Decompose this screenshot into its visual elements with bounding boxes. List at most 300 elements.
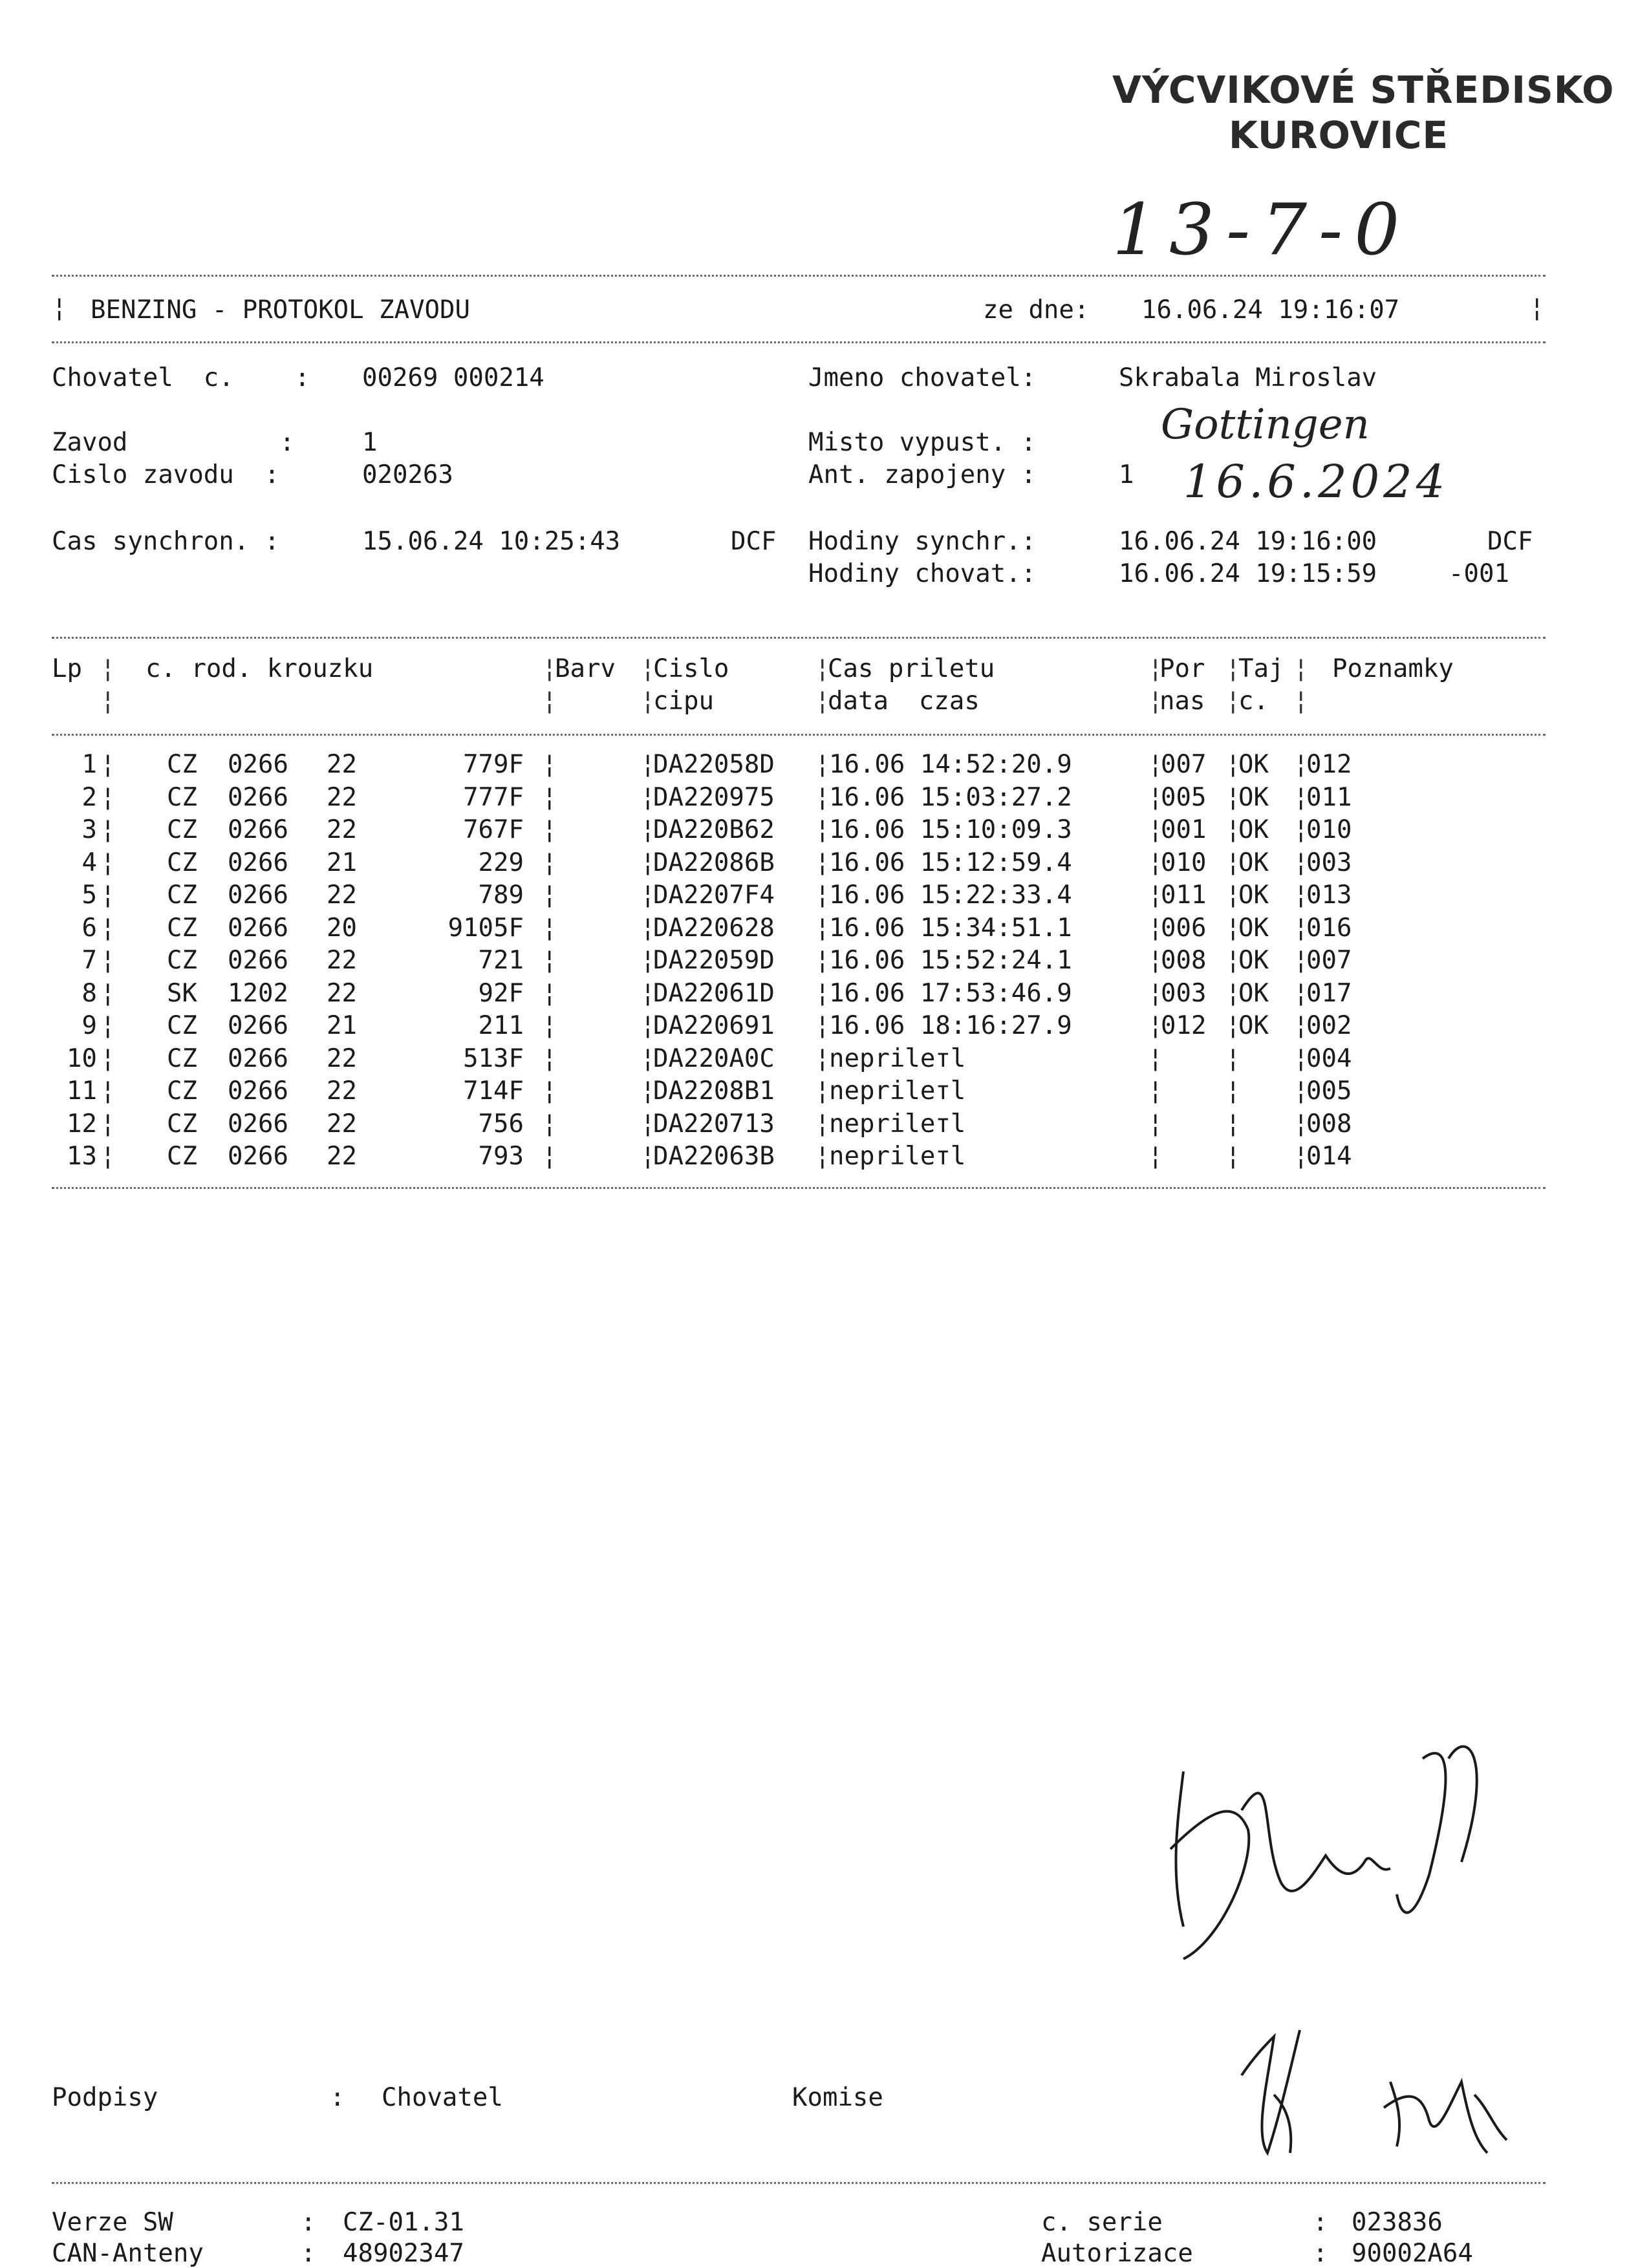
column-separator: ¦ [1225, 978, 1241, 1008]
column-separator: ¦ [1293, 881, 1309, 910]
cell-ring: 92F [478, 978, 524, 1008]
hod-synchr-value: 16.06.24 19:16:00 [1119, 527, 1377, 556]
header-column-separator: ¦ [100, 654, 116, 683]
column-separator: ¦ [1293, 913, 1309, 943]
column-separator: ¦ [542, 815, 557, 844]
cell-ring: 756 [478, 1109, 524, 1139]
cell-time: 16.06 15:34:51.1 [829, 913, 1072, 943]
col-header-time-1: Cas priletu [828, 654, 995, 683]
table-row [0, 752, 1649, 784]
column-separator: ¦ [1148, 913, 1163, 943]
table-row [0, 1111, 1649, 1144]
cell-pozn: 017 [1306, 978, 1352, 1008]
column-separator: ¦ [100, 1076, 116, 1106]
column-separator: ¦ [1293, 978, 1309, 1008]
cell-ring: 721 [478, 946, 524, 975]
hod-chovat-label: Hodiny chovat.: [808, 559, 1037, 588]
column-separator: ¦ [640, 1011, 656, 1040]
column-separator: ¦ [1293, 848, 1309, 877]
cell-country: CZ [167, 946, 197, 975]
column-separator: ¦ [1225, 782, 1241, 812]
column-separator: ¦ [100, 978, 116, 1008]
column-separator: ¦ [100, 1043, 116, 1073]
cell-ring: 9105F [447, 913, 524, 943]
col-header-por-1: Por [1159, 654, 1205, 683]
cell-chip: DA220975 [653, 782, 775, 812]
table-row [0, 1144, 1649, 1176]
header-column-separator: ¦ [1293, 687, 1309, 716]
column-separator: ¦ [542, 881, 557, 910]
cell-pozn: 005 [1306, 1076, 1352, 1106]
column-separator: ¦ [1148, 978, 1163, 1008]
cell-lp: 3 [81, 815, 97, 844]
cell-time: 16.06 15:10:09.3 [829, 815, 1072, 844]
hod-synchr-source: DCF [1487, 527, 1533, 556]
cell-ring: 789 [478, 881, 524, 910]
cell-chip: DA22058D [653, 750, 775, 779]
cell-lp: 9 [81, 1011, 97, 1040]
cell-time: 16.06 14:52:20.9 [829, 750, 1072, 779]
cell-year: 22 [327, 750, 357, 779]
cell-club: 0266 [228, 881, 288, 910]
column-separator: ¦ [542, 946, 557, 975]
signature-chovatel-label: Chovatel [382, 2083, 503, 2112]
column-separator: ¦ [815, 946, 830, 975]
serie-colon: : [1313, 2208, 1328, 2237]
cell-time: 16.06 17:53:46.9 [829, 978, 1072, 1008]
header-column-separator: ¦ [815, 654, 830, 683]
cell-taj: OK [1238, 848, 1269, 877]
column-separator: ¦ [1225, 848, 1241, 877]
cell-taj: OK [1238, 750, 1269, 779]
column-separator: ¦ [100, 881, 116, 910]
cell-club: 0266 [228, 782, 288, 812]
cell-year: 22 [327, 978, 357, 1008]
column-separator: ¦ [640, 1076, 656, 1106]
cell-lp: 11 [67, 1076, 97, 1106]
cell-taj: OK [1238, 978, 1269, 1008]
col-header-chip-2: cipu [653, 687, 714, 716]
column-separator: ¦ [640, 848, 656, 877]
can-colon: : [301, 2239, 316, 2268]
stamp-line-1: VÝCVIKOVÉ STŘEDISKO [1112, 68, 1615, 112]
verze-label: Verze SW [52, 2208, 173, 2237]
cell-ring: 779F [463, 750, 524, 779]
column-separator: ¦ [542, 1142, 557, 1171]
misto-value: Gottingen [1161, 401, 1370, 449]
column-separator: ¦ [640, 815, 656, 844]
col-header-por-2: nas [1159, 687, 1205, 716]
cell-club: 1202 [228, 978, 288, 1008]
cell-chip: DA22059D [653, 946, 775, 975]
cell-pozn: 014 [1306, 1142, 1352, 1171]
cell-year: 22 [327, 1109, 357, 1139]
cell-lp: 2 [81, 782, 97, 812]
date-value: 16.06.24 19:16:07 [1141, 295, 1400, 325]
column-separator: ¦ [640, 913, 656, 943]
cell-por: 010 [1161, 848, 1207, 877]
column-separator: ¦ [640, 1109, 656, 1139]
cell-club: 0266 [228, 913, 288, 943]
table-row [0, 1013, 1649, 1045]
column-separator: ¦ [640, 1142, 656, 1171]
cell-taj: OK [1238, 782, 1269, 812]
header-column-separator: ¦ [1225, 687, 1241, 716]
cas-source: DCF [731, 527, 777, 556]
hod-chovat-value: 16.06.24 19:15:59 [1119, 559, 1377, 588]
cell-lp: 4 [81, 848, 97, 877]
cell-chip: DA22061D [653, 978, 775, 1008]
cell-club: 0266 [228, 1043, 288, 1073]
cell-por: 012 [1161, 1011, 1207, 1040]
column-separator: ¦ [1148, 1109, 1163, 1139]
cell-pozn: 003 [1306, 848, 1352, 877]
cell-chip: DA22086B [653, 848, 775, 877]
cell-country: CZ [167, 1011, 197, 1040]
commission-signature-scrawl-1 [1229, 2017, 1319, 2166]
signatures-colon: : [330, 2083, 345, 2112]
cell-year: 22 [327, 782, 357, 812]
column-separator: ¦ [815, 913, 830, 943]
column-separator: ¦ [542, 1076, 557, 1106]
column-separator: ¦ [542, 1109, 557, 1139]
column-separator: ¦ [1293, 782, 1309, 812]
column-separator: ¦ [1148, 946, 1163, 975]
cislo-label: Cislo zavodu : [52, 460, 280, 489]
table-header-rule [52, 734, 1546, 736]
header-column-separator: ¦ [1293, 654, 1309, 683]
autor-label: Autorizace [1041, 2239, 1193, 2268]
column-separator: ¦ [1225, 881, 1241, 910]
jmeno-label: Jmeno chovatel: [808, 363, 1037, 392]
column-separator: ¦ [1148, 881, 1163, 910]
footer-rule [52, 2182, 1546, 2184]
column-separator: ¦ [1225, 750, 1241, 779]
column-separator: ¦ [542, 978, 557, 1008]
cell-lp: 8 [81, 978, 97, 1008]
cell-country: CZ [167, 1109, 197, 1139]
cell-ring: 777F [463, 782, 524, 812]
header-top-rule [52, 275, 1546, 277]
table-row [0, 883, 1649, 915]
cell-ring: 714F [463, 1076, 524, 1106]
ant-value: 1 [1119, 460, 1134, 489]
column-separator: ¦ [1293, 750, 1309, 779]
column-separator: ¦ [815, 848, 830, 877]
cell-club: 0266 [228, 1076, 288, 1106]
table-row [0, 915, 1649, 948]
column-separator: ¦ [815, 1142, 830, 1171]
cell-country: CZ [167, 750, 197, 779]
cell-pozn: 004 [1306, 1043, 1352, 1073]
column-separator: ¦ [1148, 1011, 1163, 1040]
header-left-bar: ¦ [52, 294, 67, 323]
table-row [0, 1043, 1649, 1078]
cell-time: 16.06 15:22:33.4 [829, 881, 1072, 910]
header-column-separator: ¦ [640, 687, 656, 716]
column-separator: ¦ [542, 1011, 557, 1040]
cell-time: neprilетl [829, 1043, 966, 1073]
cell-por: 011 [1161, 881, 1207, 910]
header-column-separator: ¦ [1148, 654, 1163, 683]
handwritten-code: 13-7-0 [1112, 188, 1412, 271]
verze-value: CZ-01.31 [343, 2208, 464, 2237]
column-separator: ¦ [640, 750, 656, 779]
cell-chip: DA2207F4 [653, 881, 775, 910]
column-separator: ¦ [100, 946, 116, 975]
date-label: ze dne: [983, 295, 1090, 325]
cell-por: 001 [1161, 815, 1207, 844]
table-row [0, 782, 1649, 817]
column-separator: ¦ [1225, 913, 1241, 943]
table-row [0, 978, 1649, 1013]
cell-chip: DA22063B [653, 1142, 775, 1171]
cell-year: 22 [327, 815, 357, 844]
header-bottom-rule [52, 341, 1546, 343]
header-column-separator: ¦ [640, 654, 656, 683]
cell-lp: 10 [67, 1043, 97, 1073]
column-separator: ¦ [640, 978, 656, 1008]
cell-lp: 5 [81, 881, 97, 910]
col-header-pozn: Poznamky [1332, 654, 1454, 683]
jmeno-value: Skrabala Miroslav [1119, 363, 1377, 392]
header-column-separator: ¦ [542, 654, 557, 683]
ant-label: Ant. zapojeny : [808, 460, 1037, 489]
cas-value: 15.06.24 10:25:43 [362, 527, 621, 556]
cell-club: 0266 [228, 750, 288, 779]
col-header-ring: c. rod. krouzku [146, 654, 374, 683]
column-separator: ¦ [1148, 1076, 1163, 1106]
column-separator: ¦ [640, 1043, 656, 1073]
cell-country: CZ [167, 848, 197, 877]
cell-year: 22 [327, 881, 357, 910]
header-right-bar: ¦ [1529, 294, 1545, 323]
cell-time: 16.06 18:16:27.9 [829, 1011, 1072, 1040]
column-separator: ¦ [100, 1142, 116, 1171]
misto-label: Misto vypust. : [808, 428, 1037, 457]
cell-time: neprilетl [829, 1076, 966, 1106]
column-separator: ¦ [640, 946, 656, 975]
cell-year: 22 [327, 946, 357, 975]
cell-chip: DA2208B1 [653, 1076, 775, 1106]
col-header-lp: Lp [52, 654, 82, 683]
cell-country: CZ [167, 1142, 197, 1171]
cell-por: 008 [1161, 946, 1207, 975]
cell-year: 22 [327, 1142, 357, 1171]
signature-komise-label: Komise [792, 2083, 883, 2112]
cell-country: SK [167, 978, 197, 1008]
cell-chip: DA220B62 [653, 815, 775, 844]
header-column-separator: ¦ [815, 687, 830, 716]
col-header-time-2: data czas [828, 687, 980, 716]
cell-pozn: 012 [1306, 750, 1352, 779]
cell-year: 21 [327, 1011, 357, 1040]
column-separator: ¦ [1293, 946, 1309, 975]
header-column-separator: ¦ [542, 687, 557, 716]
cell-taj: OK [1238, 881, 1269, 910]
column-separator: ¦ [640, 782, 656, 812]
col-header-barv: Barv [555, 654, 616, 683]
column-separator: ¦ [815, 750, 830, 779]
cell-lp: 6 [81, 913, 97, 943]
cell-ring: 793 [478, 1142, 524, 1171]
cell-pozn: 010 [1306, 815, 1352, 844]
cell-pozn: 016 [1306, 913, 1352, 943]
stamp [1112, 68, 1615, 157]
column-separator: ¦ [100, 1109, 116, 1139]
autor-colon: : [1313, 2239, 1328, 2268]
column-separator: ¦ [542, 848, 557, 877]
column-separator: ¦ [100, 782, 116, 812]
cell-taj: OK [1238, 1011, 1269, 1040]
column-separator: ¦ [1225, 1076, 1241, 1106]
column-separator: ¦ [1225, 946, 1241, 975]
column-separator: ¦ [815, 1043, 830, 1073]
header-column-separator: ¦ [1148, 687, 1163, 716]
cell-pozn: 002 [1306, 1011, 1352, 1040]
column-separator: ¦ [815, 815, 830, 844]
zavod-value: 1 [362, 428, 378, 457]
cell-taj: OK [1238, 815, 1269, 844]
cell-lp: 13 [67, 1142, 97, 1171]
cell-pozn: 007 [1306, 946, 1352, 975]
column-separator: ¦ [1148, 848, 1163, 877]
cell-time: 16.06 15:52:24.1 [829, 946, 1072, 975]
cell-club: 0266 [228, 1142, 288, 1171]
can-label: CAN-Anteny [52, 2239, 204, 2268]
can-value: 48902347 [343, 2239, 464, 2268]
column-separator: ¦ [1293, 1011, 1309, 1040]
serie-value: 023836 [1352, 2208, 1443, 2237]
column-separator: ¦ [1148, 1142, 1163, 1171]
column-separator: ¦ [542, 913, 557, 943]
column-separator: ¦ [1225, 1043, 1241, 1073]
column-separator: ¦ [1293, 1109, 1309, 1139]
column-separator: ¦ [1148, 782, 1163, 812]
column-separator: ¦ [815, 881, 830, 910]
cell-ring: 513F [463, 1043, 524, 1073]
column-separator: ¦ [1225, 815, 1241, 844]
column-separator: ¦ [1225, 1142, 1241, 1171]
column-separator: ¦ [542, 1043, 557, 1073]
column-separator: ¦ [1293, 815, 1309, 844]
cell-country: CZ [167, 782, 197, 812]
cell-chip: DA220A0C [653, 1043, 775, 1073]
cell-club: 0266 [228, 815, 288, 844]
table-top-rule [52, 637, 1546, 639]
serie-label: c. serie [1041, 2208, 1163, 2237]
zavod-label: Zavod : [52, 428, 295, 457]
cell-por: 005 [1161, 782, 1207, 812]
column-separator: ¦ [542, 750, 557, 779]
autor-value: 90002A64 [1352, 2239, 1473, 2268]
cell-country: CZ [167, 1043, 197, 1073]
column-separator: ¦ [640, 881, 656, 910]
column-separator: ¦ [542, 782, 557, 812]
cell-country: CZ [167, 1076, 197, 1106]
breeder-signature-scrawl [1145, 1733, 1507, 1965]
column-separator: ¦ [815, 782, 830, 812]
cell-country: CZ [167, 913, 197, 943]
col-header-taj-2: c. [1238, 687, 1269, 716]
cell-por: 003 [1161, 978, 1207, 1008]
verze-colon: : [301, 2208, 316, 2237]
cell-ring: 211 [478, 1011, 524, 1040]
cell-year: 22 [327, 1076, 357, 1106]
cell-chip: DA220691 [653, 1011, 775, 1040]
cislo-value: 020263 [362, 460, 453, 489]
column-separator: ¦ [815, 1011, 830, 1040]
cell-taj: OK [1238, 946, 1269, 975]
signatures-label: Podpisy [52, 2083, 158, 2112]
cell-country: CZ [167, 815, 197, 844]
cell-time: neprilетl [829, 1109, 966, 1139]
column-separator: ¦ [1293, 1076, 1309, 1106]
cell-taj: OK [1238, 913, 1269, 943]
cell-chip: DA220628 [653, 913, 775, 943]
column-separator: ¦ [100, 1011, 116, 1040]
table-row [0, 1078, 1649, 1111]
cell-club: 0266 [228, 1109, 288, 1139]
cell-club: 0266 [228, 1011, 288, 1040]
cell-time: 16.06 15:03:27.2 [829, 782, 1072, 812]
cell-lp: 12 [67, 1109, 97, 1139]
chovatel-value: 00269 000214 [362, 363, 544, 392]
cell-pozn: 013 [1306, 881, 1352, 910]
cell-time: 16.06 15:12:59.4 [829, 848, 1072, 877]
table-bottom-rule [52, 1187, 1546, 1189]
cell-club: 0266 [228, 946, 288, 975]
column-separator: ¦ [815, 978, 830, 1008]
column-separator: ¦ [1148, 1043, 1163, 1073]
column-separator: ¦ [1148, 750, 1163, 779]
cell-club: 0266 [228, 848, 288, 877]
cell-lp: 7 [81, 946, 97, 975]
column-separator: ¦ [815, 1076, 830, 1106]
header-column-separator: ¦ [1225, 654, 1241, 683]
table-row [0, 850, 1649, 883]
cell-pozn: 011 [1306, 782, 1352, 812]
col-header-chip-1: Cislo [653, 654, 729, 683]
column-separator: ¦ [815, 1109, 830, 1139]
cell-time: neprilетl [829, 1142, 966, 1171]
hod-synchr-label: Hodiny synchr.: [808, 527, 1037, 556]
hod-chovat-source: -001 [1449, 559, 1509, 588]
column-separator: ¦ [100, 913, 116, 943]
cell-ring: 229 [478, 848, 524, 877]
cell-ring: 767F [463, 815, 524, 844]
cell-country: CZ [167, 881, 197, 910]
cell-por: 006 [1161, 913, 1207, 943]
cell-pozn: 008 [1306, 1109, 1352, 1139]
document-title: BENZING - PROTOKOL ZAVODU [91, 295, 470, 325]
cell-lp: 1 [81, 750, 97, 779]
column-separator: ¦ [100, 848, 116, 877]
handwritten-date: 16.6.2024 [1183, 455, 1449, 508]
col-header-taj-1: Taj [1238, 654, 1284, 683]
table-row [0, 948, 1649, 980]
cas-label: Cas synchron. : [52, 527, 280, 556]
cell-por: 007 [1161, 750, 1207, 779]
chovatel-label: Chovatel c. : [52, 363, 310, 392]
cell-year: 21 [327, 848, 357, 877]
cell-chip: DA220713 [653, 1109, 775, 1139]
column-separator: ¦ [100, 815, 116, 844]
table-row [0, 817, 1649, 850]
header-column-separator: ¦ [100, 687, 116, 716]
cell-year: 22 [327, 1043, 357, 1073]
commission-signature-scrawl-2 [1377, 2056, 1520, 2172]
